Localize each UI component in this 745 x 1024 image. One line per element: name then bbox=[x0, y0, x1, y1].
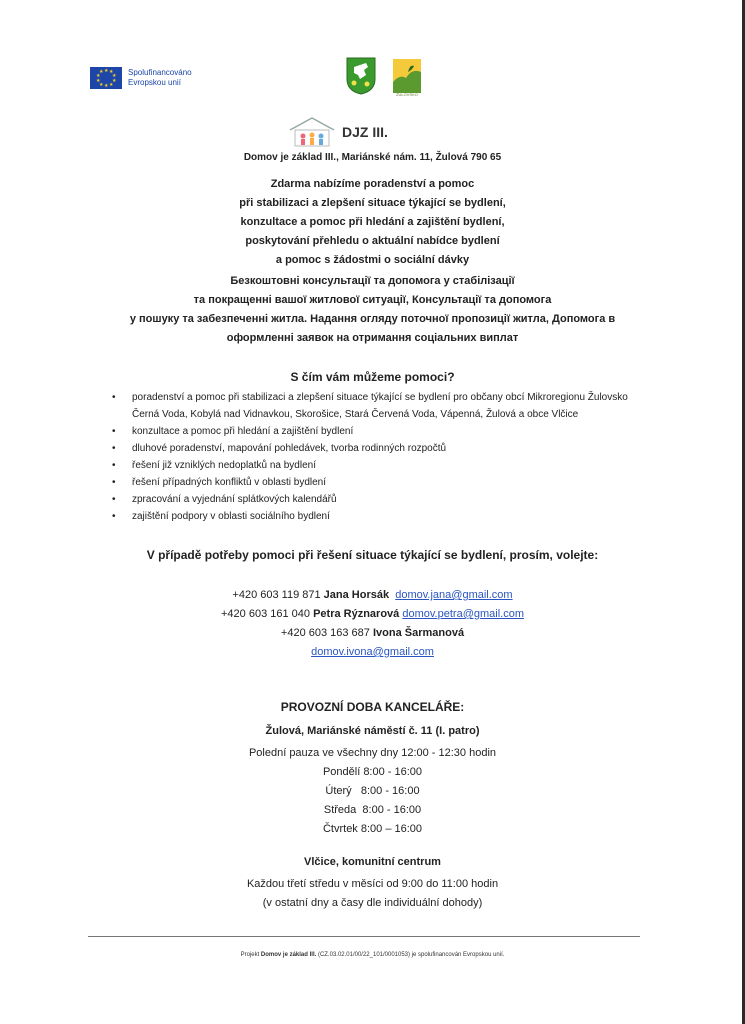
intro-cs-line: při stabilizaci a zlepšení situace týkající se bydlení, bbox=[239, 197, 506, 209]
office-lunch: Polední pauza ve všechny dny 12:00 - 12:30 hodin bbox=[248, 747, 497, 759]
list-item: • řešení již vzniklých nedoplatků na bydlení bbox=[112, 457, 642, 474]
office-heading: PROVOZNÍ DOBA KANCELÁŘE: bbox=[280, 700, 465, 714]
address-line: Domov je základ III., Mariánské nám. 11, Žulová 790 65 bbox=[243, 152, 502, 163]
contact-phone: +420 603 119 871 bbox=[232, 589, 321, 601]
contact-name: Jana Horsák bbox=[323, 589, 390, 601]
office-day: Čtvrtek 8:00 – 16:00 bbox=[322, 823, 423, 835]
help-list bbox=[112, 389, 642, 525]
eu-flag-icon: ★ ★ ★ ★ ★ ★ ★ ★ ★ ★ bbox=[90, 67, 122, 89]
footer-suffix: (CZ.03.02.01/00/22_101/0001053) je spolufinancován Evropskou unií. bbox=[316, 952, 505, 958]
list-item: • poradenství a pomoc při stabilizaci a zlepšení situace týkající se bydlení pro občany obcí Mikroregionu Žulovsko Černá Voda, Kobylá nad Vidnavkou, Skorošice, Stará Červená Voda, Vápenná, Žulová a obce Vlčice bbox=[112, 389, 642, 423]
footer bbox=[0, 952, 745, 958]
house-logo-icon bbox=[287, 116, 337, 148]
region-logo-text: ŽULOVSKO bbox=[396, 92, 418, 97]
call-heading: V případě potřeby pomoci při řešení situace týkající se bydlení, prosím, volejte: bbox=[146, 548, 599, 562]
list-item: • zpracování a vyjednání splátkových kalendářů bbox=[112, 491, 642, 508]
intro-cs-line: Zdarma nabízíme poradenství a pomoc bbox=[270, 178, 475, 190]
eu-logo-text bbox=[128, 68, 192, 88]
intro-uk-line: оформленні заявок на отримання соціальних виплат bbox=[226, 332, 519, 344]
intro-uk-line: Безкоштовні консультації та допомога у стабілізації bbox=[230, 275, 515, 287]
list-item: • konzultace a pomoc při hledání a zajištění bydlení bbox=[112, 423, 642, 440]
contact-row bbox=[0, 643, 745, 662]
list-item: • řešení případných konfliktů v oblasti bydlení bbox=[112, 474, 642, 491]
list-item: • zajištění podpory v oblasti sociálního bydlení bbox=[112, 508, 642, 525]
contact-name: Petra Rýznarová bbox=[313, 608, 400, 620]
intro-cs-line: a pomoc s žádostmi o sociální dávky bbox=[275, 254, 470, 266]
contact-email-link[interactable]: domov.petra@gmail.com bbox=[402, 608, 524, 620]
footer-prefix: Projekt bbox=[240, 952, 261, 958]
office-day: Úterý 8:00 - 16:00 bbox=[325, 785, 420, 797]
eu-logo bbox=[90, 67, 192, 89]
contact-row bbox=[0, 624, 745, 643]
intro-cs-line: poskytování přehledu o aktuální nabídce bydlení bbox=[245, 235, 500, 247]
contact-row bbox=[0, 605, 745, 624]
office-schedule bbox=[0, 744, 745, 839]
office-location1: Žulová, Mariánské náměstí č. 11 (I. patro) bbox=[265, 725, 480, 737]
office-location2: Vlčice, komunitní centrum bbox=[304, 856, 441, 868]
intro-cs bbox=[0, 175, 745, 270]
office-location2-line: Každou třetí středu v měsíci od 9:00 do 11:00 hodin bbox=[246, 878, 499, 890]
contact-email-link[interactable]: domov.ivona@gmail.com bbox=[311, 646, 434, 658]
contacts bbox=[0, 586, 745, 662]
village-emblem-icon bbox=[346, 57, 376, 95]
contact-phone: +420 603 163 687 bbox=[280, 627, 370, 639]
office-location2-line: (v ostatní dny a časy dle individuální dohody) bbox=[262, 897, 483, 909]
djz-title: DJZ III. bbox=[342, 124, 388, 140]
office-day: Středa 8:00 - 16:00 bbox=[323, 804, 422, 816]
contact-phone: +420 603 161 040 bbox=[221, 608, 311, 620]
help-heading: S čím vám můžeme pomoci? bbox=[290, 370, 455, 384]
intro-cs-line: konzultace a pomoc při hledání a zajištění bydlení, bbox=[240, 216, 505, 228]
footer-divider bbox=[88, 936, 640, 937]
contact-name: Ivona Šarmanová bbox=[372, 627, 465, 639]
contact-email-link[interactable]: domov.jana@gmail.com bbox=[395, 589, 513, 601]
intro-uk bbox=[0, 272, 745, 348]
office-location2-info bbox=[0, 875, 745, 913]
eu-logo-line2: Evropskou unií bbox=[128, 78, 181, 87]
contact-row bbox=[0, 586, 745, 605]
intro-uk-line: та покращенні вашої житлової ситуації, Консультації та допомога bbox=[193, 294, 552, 306]
eu-logo-line1: Spolufinancováno bbox=[128, 68, 192, 77]
list-item: • dluhové poradenství, mapování pohledávek, tvorba rodinných rozpočtů bbox=[112, 440, 642, 457]
footer-project: Domov je základ III. bbox=[260, 952, 317, 958]
intro-uk-line: у пошуку та забезпеченні житла. Надання огляду поточної пропозиції житла, Допомога в bbox=[129, 313, 616, 325]
office-day: Pondělí 8:00 - 16:00 bbox=[322, 766, 423, 778]
